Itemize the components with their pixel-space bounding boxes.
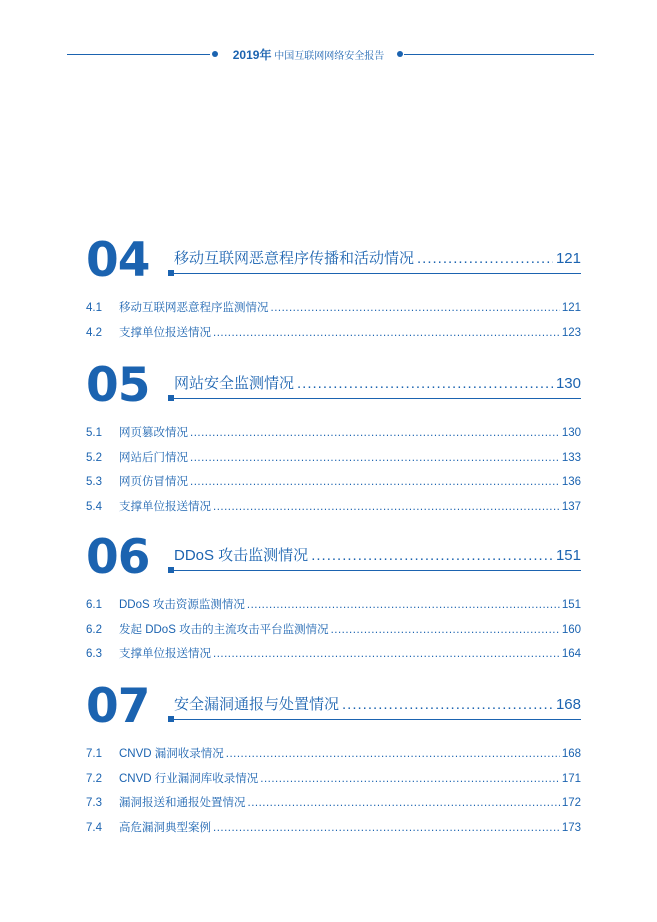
entry-title: CNVD 行业漏洞库收录情况 — [119, 772, 259, 785]
toc-chapter-07 — [86, 679, 581, 843]
dot-leader — [248, 797, 560, 809]
entry-number: 6.1 — [86, 599, 102, 611]
chapter-rule — [174, 719, 581, 720]
entry-number: 7.3 — [86, 797, 102, 809]
toc-entry[interactable] — [86, 473, 581, 498]
chapter-heading[interactable] — [86, 679, 581, 734]
toc-entry[interactable] — [86, 424, 581, 449]
entry-page: 136 — [561, 476, 581, 488]
entry-title: 支撑单位报送情况 — [119, 500, 211, 513]
toc-entry[interactable] — [86, 819, 581, 844]
dot-leader — [417, 250, 553, 267]
chapter-page: 168 — [555, 696, 581, 713]
toc-chapter-05 — [86, 358, 581, 522]
toc-entry[interactable] — [86, 645, 581, 670]
toc-entry[interactable] — [86, 449, 581, 474]
entry-page: 123 — [561, 326, 581, 339]
dot-leader — [297, 375, 553, 392]
entry-page: 172 — [561, 797, 581, 809]
entry-number: 4.2 — [86, 326, 102, 339]
dot-leader — [260, 773, 560, 785]
entry-number: 5.2 — [86, 451, 102, 464]
entry-title: DDoS 攻击资源监测情况 — [119, 599, 245, 611]
chapter-number: 06 — [86, 530, 150, 585]
entry-page: 164 — [561, 648, 581, 660]
chapter-rule — [174, 398, 581, 399]
toc-entry[interactable] — [86, 745, 581, 770]
toc-chapter-04 — [86, 233, 581, 348]
entry-page: 168 — [561, 748, 581, 760]
entry-number: 5.3 — [86, 476, 102, 488]
running-header — [0, 44, 657, 64]
dot-leader — [213, 648, 560, 660]
dot-leader — [247, 599, 560, 611]
toc-chapter-06 — [86, 530, 581, 670]
chapter-page: 130 — [555, 375, 581, 392]
entry-number: 6.2 — [86, 623, 102, 636]
entry-page: 130 — [561, 427, 581, 439]
entry-number: 7.2 — [86, 772, 102, 785]
entry-page: 151 — [561, 599, 581, 611]
chapter-number: 07 — [86, 679, 150, 734]
chapter-heading[interactable] — [86, 233, 581, 288]
chapter-heading[interactable] — [86, 530, 581, 585]
toc-entry[interactable] — [86, 324, 581, 349]
chapter-title: DDoS 攻击监测情况 — [174, 547, 309, 564]
chapter-rule — [174, 570, 581, 571]
entry-page: 133 — [561, 451, 581, 464]
entry-title: 移动互联网恶意程序监测情况 — [119, 302, 269, 314]
entry-title: 发起 DDoS 攻击的主流攻击平台监测情况 — [119, 623, 329, 636]
entry-title: 支撑单位报送情况 — [119, 648, 211, 660]
chapter-rule — [174, 273, 581, 274]
chapter-title: 移动互联网恶意程序传播和活动情况 — [174, 250, 415, 267]
dot-leader — [331, 624, 560, 636]
chapter-number: 04 — [86, 233, 150, 288]
toc-entry[interactable] — [86, 770, 581, 795]
chapter-heading[interactable] — [86, 358, 581, 413]
entry-page: 171 — [561, 772, 581, 785]
chapter-title: 安全漏洞通报与处置情况 — [174, 696, 340, 713]
dot-leader — [213, 822, 560, 834]
dot-leader — [226, 748, 560, 760]
entry-page: 121 — [561, 302, 581, 314]
header-rule-left — [67, 54, 210, 55]
entry-page: 173 — [561, 821, 581, 834]
entry-number: 5.1 — [86, 427, 102, 439]
dot-leader — [213, 327, 560, 339]
chapter-number: 05 — [86, 358, 150, 413]
entry-number: 4.1 — [86, 302, 102, 314]
entry-title: 支撑单位报送情况 — [119, 326, 211, 339]
header-year: 2019年 — [232, 48, 272, 62]
entry-title: 网页篡改情况 — [119, 427, 188, 439]
dot-leader — [190, 452, 560, 464]
toc-entry[interactable] — [86, 794, 581, 819]
entry-page: 160 — [561, 623, 581, 636]
entry-number: 6.3 — [86, 648, 102, 660]
dot-leader — [190, 427, 560, 439]
entry-number: 7.4 — [86, 821, 102, 834]
chapter-page: 151 — [555, 547, 581, 564]
dot-leader — [311, 547, 553, 564]
dot-leader — [213, 501, 560, 513]
dot-leader — [271, 302, 560, 314]
toc-entry[interactable] — [86, 299, 581, 324]
entry-title: 漏洞报送和通报处置情况 — [119, 797, 246, 809]
header-dot-left — [212, 51, 218, 57]
entry-number: 5.4 — [86, 500, 102, 513]
header-report-name: 中国互联网网络安全报告 — [274, 51, 385, 62]
toc-entry[interactable] — [86, 596, 581, 621]
dot-leader — [190, 476, 560, 488]
entry-title: 网站后门情况 — [119, 451, 188, 464]
toc-entry[interactable] — [86, 498, 581, 523]
chapter-title: 网站安全监测情况 — [174, 375, 295, 392]
dot-leader — [342, 696, 553, 713]
entry-title: 高危漏洞典型案例 — [119, 821, 211, 834]
entry-title: CNVD 漏洞收录情况 — [119, 748, 224, 760]
toc-entry[interactable] — [86, 621, 581, 646]
header-title — [226, 46, 391, 63]
header-dot-right — [397, 51, 403, 57]
entry-page: 137 — [561, 500, 581, 513]
entry-number: 7.1 — [86, 748, 102, 760]
entry-title: 网页仿冒情况 — [119, 476, 188, 488]
header-rule-right — [404, 54, 594, 55]
chapter-page: 121 — [555, 250, 581, 267]
